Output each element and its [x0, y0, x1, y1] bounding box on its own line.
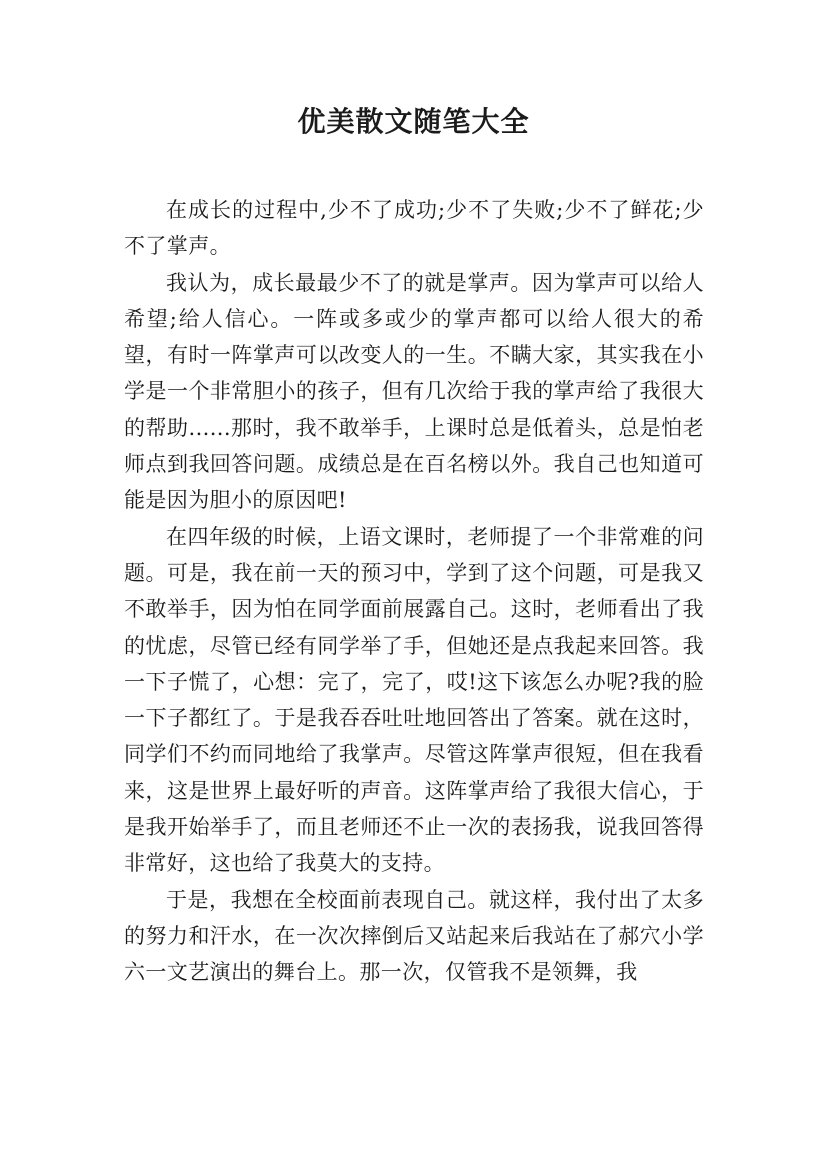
document-title: 优美散文随笔大全	[297, 105, 530, 138]
paragraph-4: 于是，我想在全校面前表现自己。就这样，我付出了太多的努力和汗水，在一次次摔倒后又站起来后我站在了郝穴小学六一文艺演出的舞台上。那一次，仅管我不是领舞，我	[124, 887, 704, 985]
paragraph-2: 我认为，成长最最少不了的就是掌声。因为掌声可以给人希望;给人信心。一阵或多或少的掌声都可以给人很大的希望，有时一阵掌声可以改变人的一生。不瞒大家，其实我在小学是一个非常胆小的孩子，但有几次给于我的掌声给了我很大的帮助......那时，我不敢举手，上课时总是低着头，总是怕老师点到我回答问题。成绩总是在百名榜以外。我自己也知道可能是因为胆小的原因吧!	[124, 270, 704, 513]
document-body	[124, 192, 704, 991]
paragraph-3: 在四年级的时候，上语文课时，老师提了一个非常难的问题。可是，我在前一天的预习中，学到了这个问题，可是我又不敢举手，因为怕在同学面前展露自己。这时，老师看出了我的忧虑，尽管已经有同学举了手，但她还是点我起来回答。我一下子慌了，心想：完了，完了，哎!这下该怎么办呢?我的脸一下子都红了。于是我吞吞吐吐地回答出了答案。就在这时，同学们不约而同地给了我掌声。尽管这阵掌声很短，但在我看来，这是世界上最好听的声音。这阵掌声给了我很大信心，于是我开始举手了，而且老师还不止一次的表扬我，说我回答得非常好，这也给了我莫大的支持。	[124, 524, 704, 876]
paragraph-1: 在成长的过程中,少不了成功;少不了失败;少不了鲜花;少不了掌声。	[124, 198, 704, 259]
